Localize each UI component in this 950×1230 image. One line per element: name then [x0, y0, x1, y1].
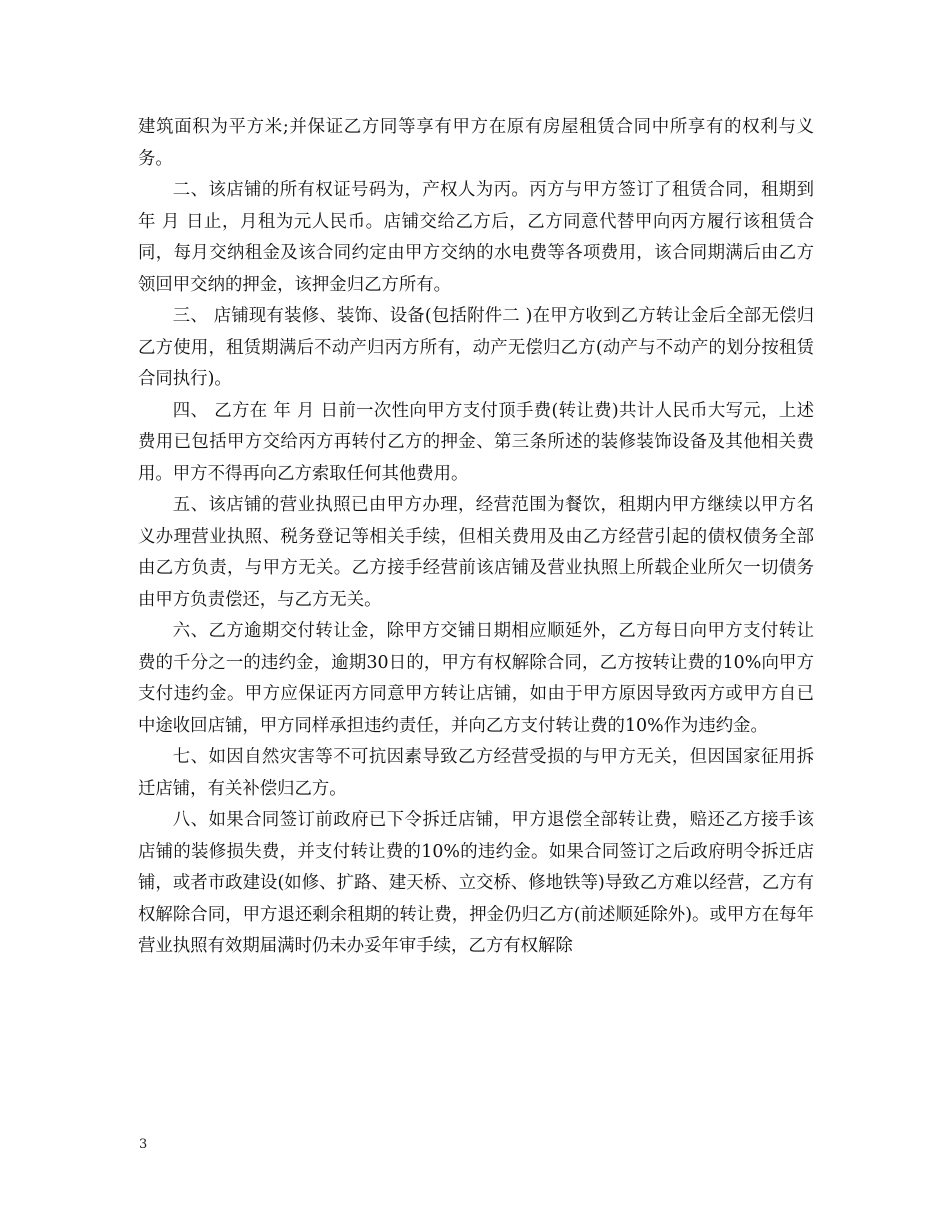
paragraph-continuation: 建筑面积为平方米;并保证乙方同等享有甲方在原有房屋租赁合同中所享有的权利与义务。	[138, 117, 814, 169]
paragraph-clause-2: 二、该店铺的所有权证号码为，产权人为丙。丙方与甲方签订了租赁合同，租期到 年 月 日止，月租为元人民币。店铺交给乙方后，乙方同意代替甲向丙方履行该租赁合同，每月交纳租金及该合同约定由甲方交纳的水电费等各项费用，该合同期满后由乙方领回甲交纳的押金，该押金归乙方所有。	[138, 180, 814, 295]
paragraph-clause-3: 三、 店铺现有装修、装饰、设备(包括附件二 )在甲方收到乙方转让金后全部无偿归乙方使用，租赁期满后不动产归丙方所有，动产无偿归乙方(动产与不动产的划分按租赁合同执行)。	[138, 306, 814, 389]
paragraph-clause-5: 五、该店铺的营业执照已由甲方办理，经营范围为餐饮，租期内甲方继续以甲方名义办理营业执照、税务登记等相关手续，但相关费用及由乙方经营引起的债权债务全部由乙方负责，与甲方无关。乙方接手经营前该店铺及营业执照上所载企业所欠一切债务由甲方负责偿还，与乙方无关。	[138, 495, 814, 610]
paragraph-clause-6: 六、乙方逾期交付转让金，除甲方交铺日期相应顺延外，乙方每日向甲方支付转让费的千分之一的违约金，逾期30日的，甲方有权解除合同，乙方按转让费的10%向甲方支付违约金。甲方应保证丙方同意甲方转让店铺，如由于甲方原因导致丙方或甲方自已中途收回店铺，甲方同样承担违约责任，并向乙方支付转让费的10%作为违约金。	[138, 621, 814, 736]
paragraph-clause-4: 四、 乙方在 年 月 日前一次性向甲方支付顶手费(转让费)共计人民币大写元，上述费用已包括甲方交给丙方再转付乙方的押金、第三条所述的装修装饰设备及其他相关费用。甲方不得再向乙方索取任何其他费用。	[138, 400, 814, 484]
document-body	[138, 112, 814, 963]
paragraph-clause-8: 八、如果合同签订前政府已下令拆迁店铺，甲方退偿全部转让费，赔还乙方接手该店铺的装修损失费，并支付转让费的10%的违约金。如果合同签订之后政府明令拆迁店铺，或者市政建设(如修、扩路、建天桥、立交桥、修地铁等)导致乙方难以经营，乙方有权解除合同，甲方退还剩余租期的转让费，押金仍归乙方(前述顺延除外)。或甲方在每年营业执照有效期届满时仍未办妥年审手续，乙方有权解除	[138, 810, 814, 956]
paragraph-clause-7: 七、如因自然灾害等不可抗因素导致乙方经营受损的与甲方无关，但因国家征用拆迁店铺，有关补偿归乙方。	[138, 747, 814, 799]
page-number: 3	[139, 1137, 148, 1152]
